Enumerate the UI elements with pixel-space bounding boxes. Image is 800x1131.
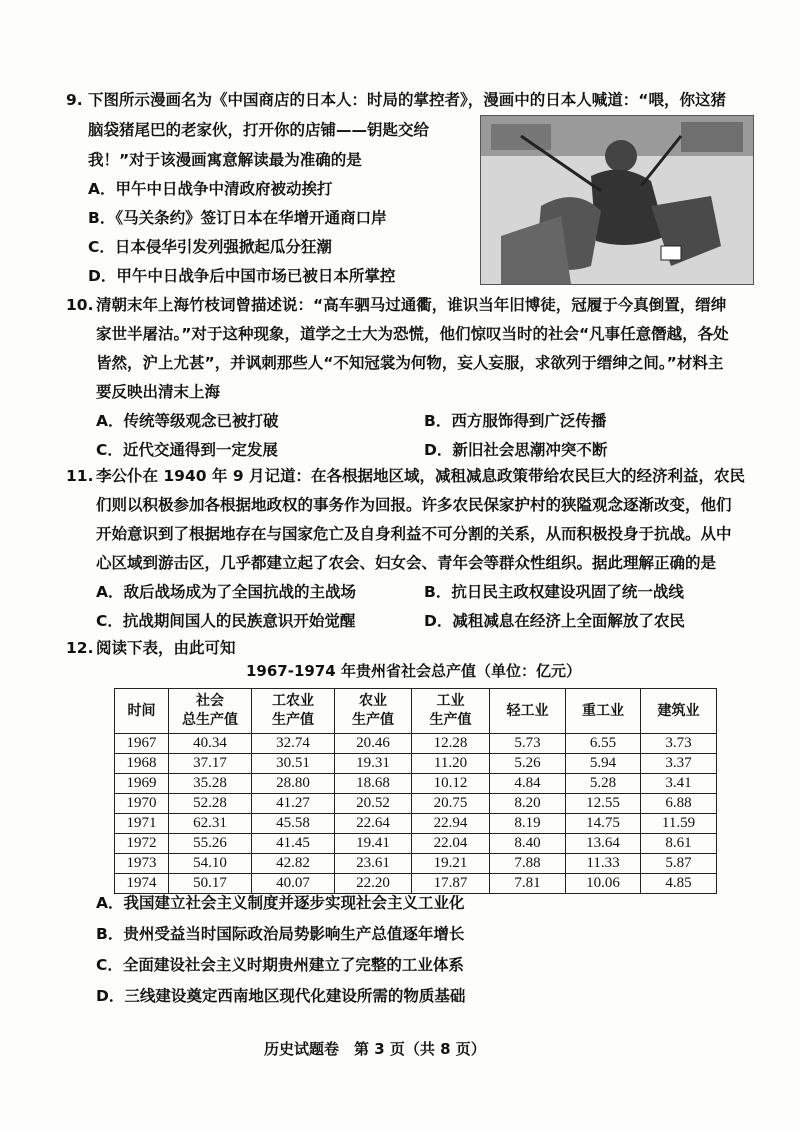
- value-cell: 14.75: [566, 814, 641, 834]
- value-cell: 52.28: [169, 794, 252, 814]
- value-cell: 22.20: [335, 874, 412, 894]
- table-row: [115, 754, 717, 774]
- value-cell: 19.21: [412, 854, 490, 874]
- value-cell: 12.55: [566, 794, 641, 814]
- option-b[interactable]: B．西方服饰得到广泛传播: [424, 412, 607, 430]
- question-text-line: 开始意识到了根据地存在与国家危亡及自身利益不可分割的关系，从而积极投身于抗战。从中: [96, 525, 732, 543]
- year-cell: 1971: [115, 814, 169, 834]
- table-header-row: [115, 689, 717, 734]
- header-text: 工农业: [272, 693, 314, 709]
- value-cell: 45.58: [252, 814, 335, 834]
- value-cell: 19.41: [335, 834, 412, 854]
- value-cell: 7.81: [490, 874, 566, 894]
- value-cell: 12.28: [412, 734, 490, 754]
- value-cell: 10.06: [566, 874, 641, 894]
- value-cell: 5.28: [566, 774, 641, 794]
- question-text-line: 我！”对于该漫画寓意解读最为准确的是: [88, 151, 362, 169]
- value-cell: 13.64: [566, 834, 641, 854]
- table-header-cell: [490, 689, 566, 734]
- value-cell: 5.87: [641, 854, 717, 874]
- option-c[interactable]: C．日本侵华引发列强掀起瓜分狂潮: [88, 238, 332, 256]
- header-text: 生产值: [352, 712, 394, 728]
- value-cell: 23.61: [335, 854, 412, 874]
- value-cell: 11.33: [566, 854, 641, 874]
- value-cell: 19.31: [335, 754, 412, 774]
- year-cell: 1972: [115, 834, 169, 854]
- option-a[interactable]: A．敌后战场成为了全国抗战的主战场: [96, 583, 356, 601]
- option-a[interactable]: A．甲午中日战争中清政府被动挨打: [88, 180, 333, 198]
- header-text: 生产值: [429, 712, 472, 728]
- value-cell: 20.46: [335, 734, 412, 754]
- value-cell: 35.28: [169, 774, 252, 794]
- value-cell: 18.68: [335, 774, 412, 794]
- question-text-line: 心区域到游击区，几乎都建立起了农会、妇女会、青年会等群众性组织。据此理解正确的是: [96, 554, 717, 572]
- option-d[interactable]: D．三线建设奠定西南地区现代化建设所需的物质基础: [96, 987, 466, 1005]
- value-cell: 42.82: [252, 854, 335, 874]
- table-header-cell: [252, 689, 335, 734]
- value-cell: 10.12: [412, 774, 490, 794]
- option-d[interactable]: D．减租减息在经济上全面解放了农民: [424, 612, 685, 630]
- value-cell: 8.20: [490, 794, 566, 814]
- value-cell: 22.04: [412, 834, 490, 854]
- table-row: [115, 834, 717, 854]
- value-cell: 55.26: [169, 834, 252, 854]
- cartoon-image: [480, 115, 754, 285]
- value-cell: 20.75: [412, 794, 490, 814]
- option-c[interactable]: C．抗战期间国人的民族意识开始觉醒: [96, 612, 356, 630]
- value-cell: 3.41: [641, 774, 717, 794]
- value-cell: 20.52: [335, 794, 412, 814]
- value-cell: 6.55: [566, 734, 641, 754]
- table-title: 1967-1974 年贵州省社会总产值（单位：亿元）: [246, 662, 581, 680]
- option-b[interactable]: B．抗日民主政权建设巩固了统一战线: [424, 583, 684, 601]
- value-cell: 8.61: [641, 834, 717, 854]
- year-cell: 1968: [115, 754, 169, 774]
- header-text: 轻工业: [506, 702, 549, 719]
- value-cell: 50.17: [169, 874, 252, 894]
- question-text-line: 皆然，沪上尤甚”，并讽刺那些人“不知冠裳为何物，妄人妄服，求欲列于缙绅之间。”材料主: [96, 354, 724, 372]
- year-cell: 1973: [115, 854, 169, 874]
- header-text: 工业: [436, 693, 465, 709]
- header-text: 农业: [359, 693, 387, 709]
- question-text-line: 下图所示漫画名为《中国商店的日本人：时局的掌控者》，漫画中的日本人喊道：“喂，你这猪: [88, 91, 726, 109]
- value-cell: 54.10: [169, 854, 252, 874]
- value-cell: 28.80: [252, 774, 335, 794]
- value-cell: 37.17: [169, 754, 252, 774]
- value-cell: 5.26: [490, 754, 566, 774]
- value-cell: 3.37: [641, 754, 717, 774]
- question-number: 12.: [66, 639, 94, 657]
- value-cell: 30.51: [252, 754, 335, 774]
- option-d[interactable]: D．新旧社会思潮冲突不断: [424, 441, 608, 459]
- header-text: 总生产值: [182, 712, 238, 728]
- year-cell: 1969: [115, 774, 169, 794]
- question-text-line: 李公仆在 1940 年 9 月记道：在各根据地区域，减租减息政策带给农民巨大的经济利益，农民: [96, 467, 746, 485]
- question-number: 10.: [66, 296, 94, 314]
- option-c[interactable]: C．全面建设社会主义时期贵州建立了完整的工业体系: [96, 956, 464, 974]
- question-text-line: 要反映出清末上海: [96, 383, 221, 401]
- value-cell: 11.20: [412, 754, 490, 774]
- header-text: 重工业: [582, 702, 624, 719]
- value-cell: 40.07: [252, 874, 335, 894]
- value-cell: 7.88: [490, 854, 566, 874]
- value-cell: 8.40: [490, 834, 566, 854]
- value-cell: 11.59: [641, 814, 717, 834]
- option-a[interactable]: A．我国建立社会主义制度并逐步实现社会主义工业化: [96, 894, 465, 912]
- header-text: 时间: [127, 702, 156, 719]
- page-footer: 历史试题卷 第 3 页（共 8 页）: [264, 1040, 486, 1058]
- table-row: [115, 814, 717, 834]
- cartoon-drawing: [481, 116, 753, 284]
- table-header-cell: [335, 689, 412, 734]
- table-row: [115, 734, 717, 754]
- question-text-line: 们则以积极参加各根据地政权的事务作为回报。许多农民保家护村的狭隘观念逐渐改变，他们: [96, 496, 732, 514]
- value-cell: 8.19: [490, 814, 566, 834]
- table-header-cell: [566, 689, 641, 734]
- option-a[interactable]: A．传统等级观念已被打破: [96, 412, 279, 430]
- table-header-cell: [641, 689, 717, 734]
- year-cell: 1974: [115, 874, 169, 894]
- table-row: [115, 794, 717, 814]
- option-b[interactable]: B．贵州受益当时国际政治局势影响生产总值逐年增长: [96, 925, 465, 943]
- value-cell: 6.88: [641, 794, 717, 814]
- header-text: 建筑业: [657, 702, 700, 719]
- value-cell: 22.94: [412, 814, 490, 834]
- value-cell: 4.84: [490, 774, 566, 794]
- header-text: 生产值: [272, 712, 314, 728]
- option-d[interactable]: D．甲午中日战争后中国市场已被日本所掌控: [88, 267, 396, 285]
- question-text-line: 清朝末年上海竹枝词曾描述说：“高车驷马过通衢，谁识当年旧博徒，冠履于今真倒置，缙绅: [96, 296, 727, 314]
- year-cell: 1967: [115, 734, 169, 754]
- question-text-line: 脑袋猪尾巴的老家伙，打开你的店铺——钥匙交给: [88, 121, 430, 139]
- value-cell: 17.87: [412, 874, 490, 894]
- value-cell: 5.73: [490, 734, 566, 754]
- question-number: 9.: [66, 91, 83, 109]
- value-cell: 41.45: [252, 834, 335, 854]
- question-text-line: 阅读下表，由此可知: [96, 639, 236, 657]
- table-header-cell: [412, 689, 490, 734]
- data-table: [114, 688, 717, 894]
- table-body: [115, 734, 717, 894]
- question-number: 11.: [66, 467, 94, 485]
- value-cell: 4.85: [641, 874, 717, 894]
- value-cell: 5.94: [566, 754, 641, 774]
- year-cell: 1970: [115, 794, 169, 814]
- question-text-line: 家世半屠沽。”对于这种现象，道学之士大为恐慌，他们惊叹当时的社会“凡事任意僭越，各处: [96, 325, 729, 343]
- value-cell: 32.74: [252, 734, 335, 754]
- table-row: [115, 854, 717, 874]
- header-text: 社会: [196, 693, 224, 709]
- table-row: [115, 774, 717, 794]
- value-cell: 3.73: [641, 734, 717, 754]
- table-header-cell: [115, 689, 169, 734]
- table-header-cell: [169, 689, 252, 734]
- option-c[interactable]: C．近代交通得到一定发展: [96, 441, 278, 459]
- value-cell: 62.31: [169, 814, 252, 834]
- option-b[interactable]: B．《马关条约》签订日本在华增开通商口岸: [88, 209, 387, 227]
- value-cell: 22.64: [335, 814, 412, 834]
- value-cell: 41.27: [252, 794, 335, 814]
- value-cell: 40.34: [169, 734, 252, 754]
